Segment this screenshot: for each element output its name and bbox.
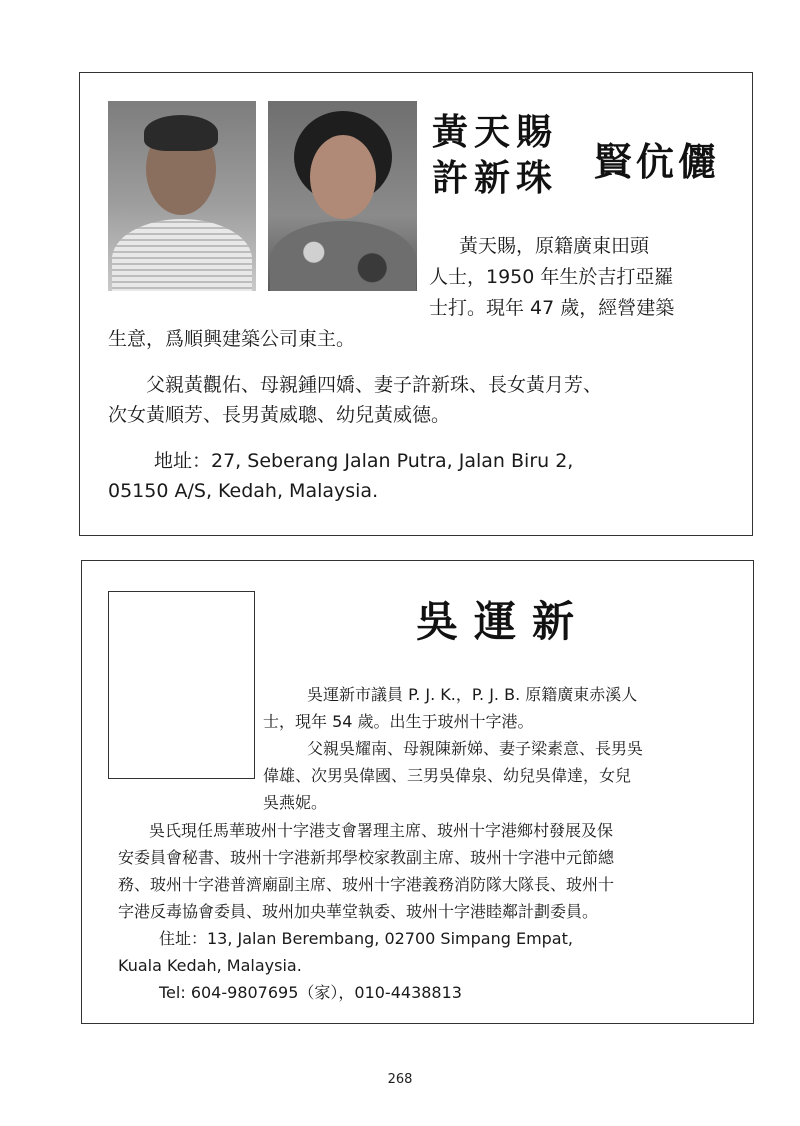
couple-title-suffix: 賢伉儷 [594, 139, 721, 184]
bio-line: 生意，爲順興建築公司東主。 [108, 328, 356, 350]
phone-line: Tel: 604-9807695（家），010-4438813 [159, 983, 462, 1002]
entry-panel-2 [81, 560, 754, 1024]
bio-line: 黃天賜，原籍廣東田頭 [459, 235, 650, 257]
family-line: 次女黃順芳、長男黃威聰、幼兒黃威德。 [108, 404, 451, 426]
address-line: 05150 A/S, Kedah, Malaysia. [108, 480, 379, 502]
couple-names [432, 109, 558, 201]
photo-placeholder [108, 591, 255, 779]
address-line: 地址：27, Seberang Jalan Putra, Jalan Biru 2, [154, 450, 574, 472]
bio-line: 吳運新市議員 P. J. K.，P. J. B. 原籍廣東赤溪人 [307, 685, 638, 704]
bio-line: 偉雄、次男吳偉國、三男吳偉泉、幼兒吳偉達，女兒 [263, 766, 632, 785]
positions-line: 吳氏現任馬華玻州十字港支會署理主席、玻州十字港鄉村發展及保 [149, 821, 614, 840]
page-number: 268 [387, 1072, 413, 1087]
address-line: Kuala Kedah, Malaysia. [118, 956, 302, 975]
bio-line: 吳燕妮。 [263, 793, 328, 812]
husband-name: 黃天賜 [432, 111, 559, 153]
bio-line: 父親吳耀南、母親陳新娣、妻子梁素意、長男吳 [307, 739, 644, 758]
portrait-photo-man [108, 101, 256, 291]
bio-line: 士，現年 54 歲。出生于玻州十字港。 [263, 712, 534, 731]
wife-name: 許新珠 [432, 157, 559, 199]
person-name: 吳運新 [416, 597, 591, 646]
portrait-photo-woman [268, 101, 417, 291]
positions-line: 務、玻州十字港普濟廟副主席、玻州十字港義務消防隊大隊長、玻州十 [118, 875, 615, 894]
entry-panel-1 [79, 72, 753, 536]
positions-line: 安委員會秘書、玻州十字港新邦學校家教副主席、玻州十字港中元節總 [118, 848, 615, 867]
bio-line: 人士，1950 年生於吉打亞羅 [429, 266, 674, 288]
family-line: 父親黃觀佑、母親鍾四嬌、妻子許新珠、長女黃月芳、 [146, 374, 603, 396]
address-line: 住址：13, Jalan Berembang, 02700 Simpang Empat, [159, 929, 573, 948]
positions-line: 字港反毒協會委員、玻州加央華堂執委、玻州十字港睦鄰計劃委員。 [118, 902, 599, 921]
bio-line: 士打。現年 47 歲，經營建築 [429, 297, 675, 319]
